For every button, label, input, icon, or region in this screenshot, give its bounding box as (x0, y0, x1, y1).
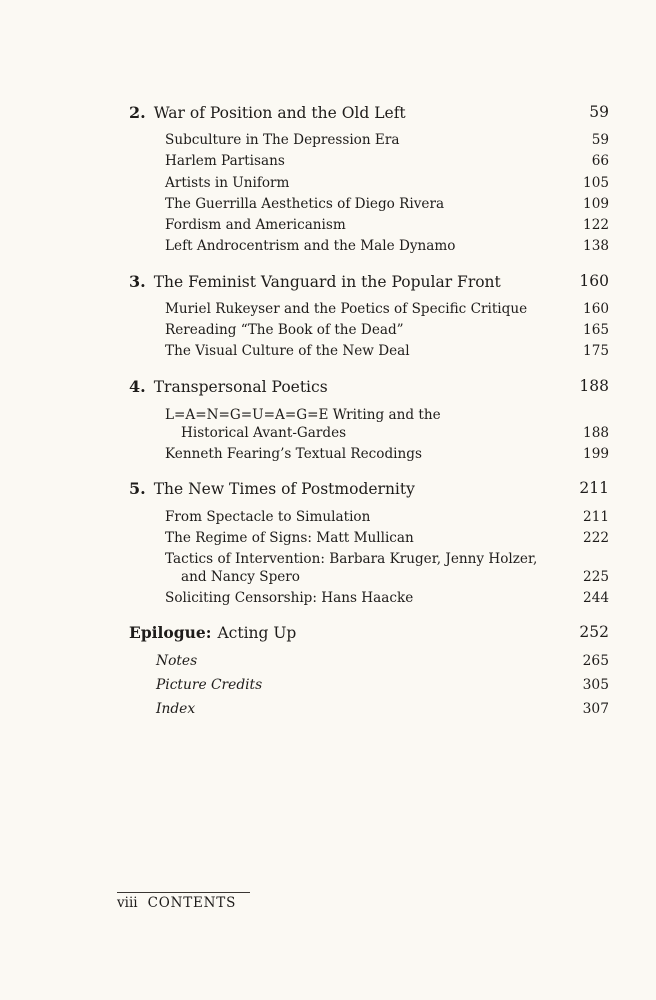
section-title-line: and Nancy Spero (181, 569, 300, 585)
chapter-title-line (129, 272, 501, 291)
chapter-number: 2. (129, 103, 146, 122)
section-entry (0, 509, 656, 531)
chapter-title: The New Times of Postmodernity (153, 480, 415, 498)
section-title-line: Harlem Partisans (165, 153, 285, 169)
page-number: 160 (583, 301, 609, 317)
chapter-heading (0, 272, 656, 294)
back-matter-entry (0, 677, 656, 699)
page-number: 222 (583, 530, 609, 546)
page-number: 305 (582, 677, 609, 693)
section-title-line: Soliciting Censorship: Hans Haacke (165, 590, 414, 606)
section-title-line: Rereading “The Book of the Dead” (165, 322, 404, 338)
section-title-line: Muriel Rukeyser and the Poetics of Specific Critique (165, 301, 528, 317)
page-number: 211 (583, 509, 609, 525)
section-title-line: Fordism and Americanism (165, 217, 346, 233)
page-number: 109 (583, 196, 609, 212)
page-number: 265 (582, 653, 609, 669)
section-title-line: L=A=N=G=U=A=G=E Writing and the (165, 407, 441, 423)
back-matter-title: Index (156, 701, 196, 717)
chapter-title: The Feminist Vanguard in the Popular Front (153, 273, 501, 291)
section-entry (0, 217, 656, 239)
section-entry (0, 343, 656, 365)
chapter-number: 4. (129, 377, 146, 396)
section-title-line: The Guerrilla Aesthetics of Diego Rivera (165, 196, 445, 212)
section-title-line: Subculture in The Depression Era (165, 132, 400, 148)
page-number: 188 (579, 377, 609, 395)
page-number: 138 (583, 238, 609, 254)
section-title-line: The Regime of Signs: Matt Mullican (165, 530, 414, 546)
chapter-title-line (129, 103, 406, 122)
chapter-number: 5. (129, 479, 146, 498)
running-head: CONTENTS (147, 895, 237, 911)
section-title-line: Tactics of Intervention: Barbara Kruger, Jenny Holzer, (165, 551, 538, 567)
section-entry (0, 590, 656, 612)
epilogue-label: Epilogue: (129, 623, 212, 642)
footer-rule (117, 892, 250, 893)
section-entry (0, 196, 656, 218)
chapter-heading (0, 103, 656, 125)
chapter-number: 3. (129, 272, 146, 291)
epilogue-heading (0, 623, 656, 645)
section-entry (0, 407, 656, 441)
chapter-title-line (129, 479, 415, 498)
section-entry (0, 301, 656, 323)
page-number: 105 (583, 175, 609, 191)
section-entry (0, 238, 656, 260)
section-entry (0, 153, 656, 175)
page-number: 307 (582, 701, 609, 717)
section-entry (0, 446, 656, 468)
back-matter-entry (0, 653, 656, 675)
chapter-title: Transpersonal Poetics (153, 378, 328, 396)
page-number: 225 (583, 569, 609, 585)
page-footer (117, 895, 236, 911)
back-matter-title: Notes (156, 653, 198, 669)
section-title-line: Artists in Uniform (165, 175, 290, 191)
page-number: 160 (579, 272, 609, 290)
page-number: 59 (589, 103, 609, 121)
page-number: 211 (579, 479, 609, 497)
page-number: 252 (579, 623, 609, 641)
page-number: 244 (583, 590, 609, 606)
page-number: 122 (583, 217, 609, 233)
epilogue-title-line (129, 623, 296, 642)
section-title-line: Left Androcentrism and the Male Dynamo (165, 238, 456, 254)
back-matter-title: Picture Credits (156, 677, 263, 693)
back-matter-entry (0, 701, 656, 723)
chapter-title-line (129, 377, 328, 396)
page-number: 165 (583, 322, 609, 338)
page-number: 66 (591, 153, 609, 169)
page-number: 59 (591, 132, 609, 148)
section-entry (0, 132, 656, 154)
page-number: 199 (583, 446, 609, 462)
section-entry (0, 322, 656, 344)
page-number: 175 (583, 343, 609, 359)
section-entry (0, 175, 656, 197)
chapter-title: War of Position and the Old Left (153, 104, 406, 122)
chapter-heading (0, 377, 656, 399)
page-number-roman: viii (117, 895, 138, 911)
section-entry (0, 551, 656, 585)
epilogue-title: Acting Up (217, 624, 297, 642)
page-number: 188 (583, 425, 609, 441)
section-entry (0, 530, 656, 552)
section-title-line: Kenneth Fearing’s Textual Recodings (165, 446, 422, 462)
section-title-line: Historical Avant-Gardes (181, 425, 347, 441)
section-title-line: The Visual Culture of the New Deal (165, 343, 410, 359)
chapter-heading (0, 479, 656, 501)
section-title-line: From Spectacle to Simulation (165, 509, 371, 525)
